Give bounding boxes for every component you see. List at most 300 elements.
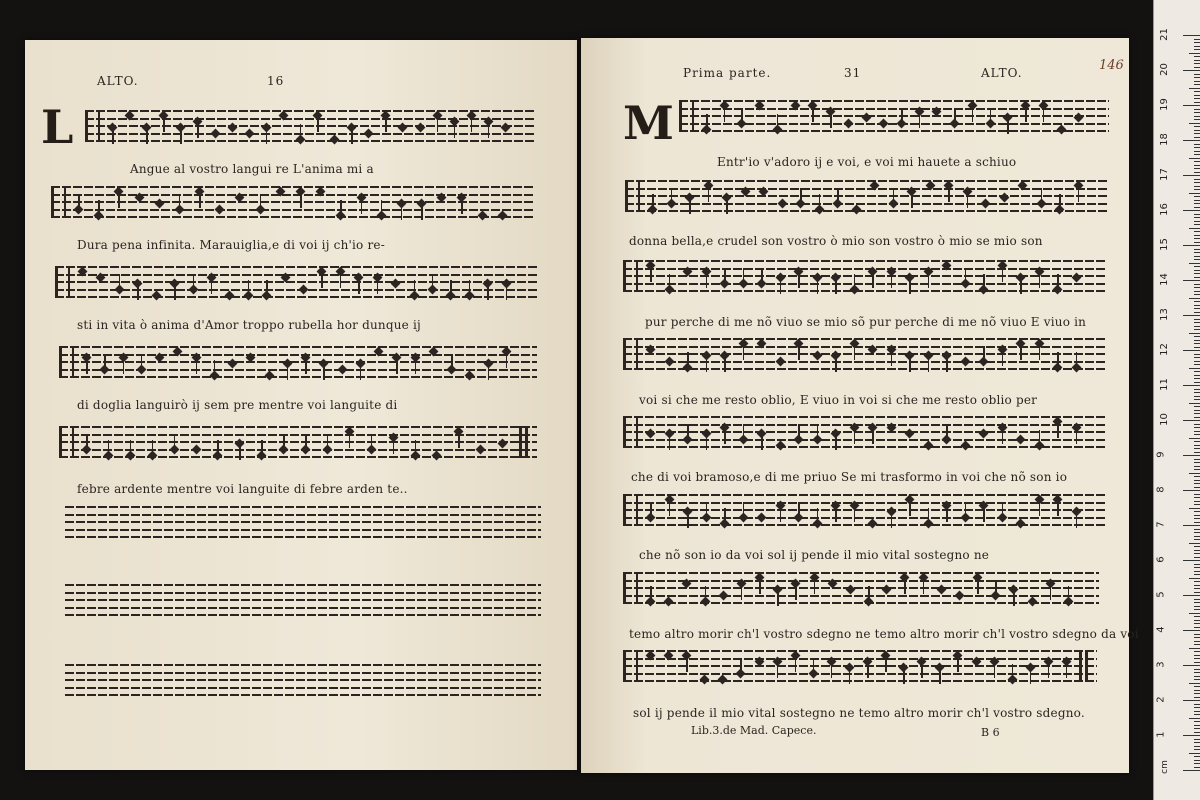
ruler-tick bbox=[1194, 746, 1200, 747]
note-stem bbox=[849, 668, 851, 684]
note-stem bbox=[86, 358, 88, 374]
music-staff bbox=[623, 572, 1099, 604]
clef-icon bbox=[623, 650, 638, 682]
staff-line bbox=[679, 130, 1109, 132]
ruler-tick bbox=[1189, 123, 1200, 124]
note-stem bbox=[921, 662, 923, 678]
lyric-line: febre ardente mentre voi languite di febre arden te.. bbox=[77, 482, 408, 496]
ruler-tick bbox=[1189, 53, 1200, 54]
music-staff bbox=[625, 180, 1109, 212]
staff-line bbox=[623, 494, 1107, 496]
note-stem bbox=[867, 662, 869, 678]
staff-line bbox=[623, 439, 1107, 441]
lyric-line: donna bella,e crudel son vostro ò mio son vostro ò mio se mio son bbox=[629, 234, 1043, 248]
note-head bbox=[757, 513, 767, 523]
clef-icon bbox=[55, 266, 70, 298]
note-stem bbox=[377, 278, 379, 294]
ruler-tick bbox=[1194, 186, 1200, 187]
note-stem bbox=[1048, 662, 1050, 678]
note-stem bbox=[798, 502, 800, 518]
note-stem bbox=[317, 116, 319, 132]
ruler-tick bbox=[1189, 403, 1200, 404]
note-stem bbox=[686, 656, 688, 672]
ruler-tick bbox=[1194, 207, 1200, 208]
ruler-tick bbox=[1194, 287, 1200, 288]
ruler-tick bbox=[1194, 732, 1200, 733]
ruler-tick bbox=[1194, 676, 1200, 677]
ruler-tick bbox=[1194, 501, 1200, 502]
note-stem bbox=[946, 356, 948, 372]
ruler-tick bbox=[1194, 550, 1200, 551]
note-head bbox=[210, 129, 220, 139]
music-staff bbox=[623, 260, 1107, 292]
staff-line bbox=[625, 180, 1109, 182]
note-stem bbox=[488, 122, 490, 138]
note-stem bbox=[740, 658, 742, 674]
note-head bbox=[225, 291, 235, 301]
music-staff bbox=[623, 416, 1107, 448]
note-stem bbox=[983, 274, 985, 290]
ruler-tick bbox=[1194, 357, 1200, 358]
staff-line bbox=[623, 572, 1099, 574]
note-stem bbox=[1030, 668, 1032, 684]
note-stem bbox=[669, 274, 671, 290]
note-stem bbox=[928, 508, 930, 524]
note-stem bbox=[995, 580, 997, 596]
ruler-tick bbox=[1194, 238, 1200, 239]
note-stem bbox=[197, 122, 199, 138]
note-stem bbox=[1043, 106, 1045, 122]
ruler-tick bbox=[1183, 105, 1200, 106]
note-stem bbox=[321, 272, 323, 288]
note-stem bbox=[1007, 118, 1009, 134]
note-stem bbox=[780, 506, 782, 522]
music-staff bbox=[85, 110, 535, 142]
note-stem bbox=[119, 274, 121, 290]
note-stem bbox=[928, 356, 930, 372]
ruler-tick bbox=[1194, 165, 1200, 166]
note-stem bbox=[1020, 344, 1022, 360]
clef-icon bbox=[623, 338, 638, 370]
ruler-tick bbox=[1194, 371, 1200, 372]
note-stem bbox=[1020, 278, 1022, 294]
note-stem bbox=[130, 440, 132, 456]
ruler-tick bbox=[1194, 599, 1200, 600]
ruler-tick bbox=[1194, 714, 1200, 715]
note-stem bbox=[868, 586, 870, 602]
note-stem bbox=[118, 192, 120, 208]
note-stem bbox=[946, 506, 948, 522]
note-stem bbox=[800, 188, 802, 204]
ruler-tick bbox=[1183, 735, 1200, 736]
staff-line bbox=[623, 283, 1107, 285]
note-stem bbox=[414, 280, 416, 296]
note-stem bbox=[1002, 428, 1004, 444]
staff-line bbox=[623, 346, 1107, 348]
note-stem bbox=[421, 204, 423, 220]
ruler-tick bbox=[1194, 634, 1200, 635]
ruler-tick bbox=[1194, 697, 1200, 698]
note-head bbox=[151, 291, 161, 301]
note-stem bbox=[260, 194, 262, 210]
note-stem bbox=[1076, 428, 1078, 444]
note-head bbox=[960, 357, 970, 367]
ruler-tick bbox=[1194, 179, 1200, 180]
note-stem bbox=[432, 274, 434, 290]
staff-line bbox=[51, 186, 535, 188]
note-stem bbox=[401, 204, 403, 220]
ruler-tick bbox=[1183, 315, 1200, 316]
note-stem bbox=[385, 116, 387, 132]
ruler-tick bbox=[1194, 728, 1200, 729]
note-stem bbox=[300, 192, 302, 208]
ruler-tick bbox=[1194, 623, 1200, 624]
ruler-tick bbox=[1194, 137, 1200, 138]
ruler-tick bbox=[1183, 770, 1200, 771]
ruler-tick bbox=[1194, 112, 1200, 113]
note-stem bbox=[965, 268, 967, 284]
ruler-tick bbox=[1194, 396, 1200, 397]
ruler-tick bbox=[1194, 154, 1200, 155]
lyric-line: temo altro morir ch'l vostro sdegno ne temo altro morir ch'l vostro sdegno da voi bbox=[629, 627, 1139, 641]
ruler-tick bbox=[1194, 305, 1200, 306]
ruler-tick bbox=[1189, 88, 1200, 89]
note-stem bbox=[1012, 664, 1014, 680]
note-stem bbox=[266, 128, 268, 144]
note-head bbox=[1016, 519, 1026, 529]
ruler-number: 5 bbox=[1155, 591, 1167, 598]
note-stem bbox=[919, 112, 921, 128]
note-stem bbox=[1039, 430, 1041, 446]
ruler-tick bbox=[1194, 60, 1200, 61]
ruler-tick bbox=[1194, 616, 1200, 617]
ruler-tick bbox=[1183, 700, 1200, 701]
lyric-line: Entr'io v'adoro ij e voi, e voi mi hauete a schiuo bbox=[717, 155, 1017, 169]
note-head bbox=[777, 199, 787, 209]
ruler-tick bbox=[1194, 655, 1200, 656]
left-header-part: ALTO. bbox=[97, 74, 139, 88]
clef-icon bbox=[623, 572, 638, 604]
note-stem bbox=[349, 432, 351, 448]
note-stem bbox=[835, 506, 837, 522]
ruler-tick bbox=[1183, 70, 1200, 71]
ruler-tick bbox=[1194, 606, 1200, 607]
music-staff bbox=[623, 338, 1107, 370]
ruler-tick bbox=[1189, 718, 1200, 719]
ruler-tick bbox=[1194, 431, 1200, 432]
clef-icon bbox=[623, 260, 638, 292]
ruler-tick bbox=[1194, 476, 1200, 477]
ruler-tick bbox=[1189, 158, 1200, 159]
measuring-ruler bbox=[1153, 0, 1200, 800]
note-stem bbox=[415, 358, 417, 374]
note-stem bbox=[814, 578, 816, 594]
ruler-tick bbox=[1194, 767, 1200, 768]
staff-line bbox=[85, 118, 535, 120]
note-stem bbox=[909, 500, 911, 516]
note-stem bbox=[893, 188, 895, 204]
ruler-tick bbox=[1194, 361, 1200, 362]
staff-line bbox=[59, 369, 537, 371]
note-stem bbox=[923, 578, 925, 594]
note-stem bbox=[1066, 662, 1068, 678]
lyric-line: che nõ son io da voi sol ij pende il mio vital sostegno ne bbox=[639, 548, 990, 562]
note-head bbox=[432, 451, 442, 461]
ruler-tick bbox=[1194, 585, 1200, 586]
ruler-tick bbox=[1183, 455, 1200, 456]
staff-line bbox=[55, 281, 537, 283]
ruler-tick bbox=[1194, 67, 1200, 68]
ruler-tick bbox=[1194, 725, 1200, 726]
ruler-tick bbox=[1194, 102, 1200, 103]
ruler-tick bbox=[1194, 98, 1200, 99]
ruler-tick bbox=[1194, 424, 1200, 425]
note-stem bbox=[1057, 422, 1059, 438]
note-stem bbox=[743, 268, 745, 284]
ruler-tick bbox=[1194, 270, 1200, 271]
note-stem bbox=[724, 508, 726, 524]
note-head bbox=[664, 357, 674, 367]
music-staff bbox=[623, 650, 1097, 682]
staff-line bbox=[65, 694, 541, 696]
ruler-tick bbox=[1189, 508, 1200, 509]
ruler-tick bbox=[1194, 620, 1200, 621]
note-stem bbox=[854, 428, 856, 444]
note-stem bbox=[743, 502, 745, 518]
note-stem bbox=[948, 186, 950, 202]
note-stem bbox=[928, 272, 930, 288]
ruler-tick bbox=[1194, 168, 1200, 169]
ruler-tick bbox=[1194, 172, 1200, 173]
note-head bbox=[923, 441, 933, 451]
ruler-tick bbox=[1194, 144, 1200, 145]
note-stem bbox=[724, 268, 726, 284]
note-head bbox=[851, 205, 861, 215]
note-stem bbox=[795, 584, 797, 600]
ruler-tick bbox=[1183, 630, 1200, 631]
note-stem bbox=[939, 668, 941, 684]
staff-line bbox=[623, 517, 1107, 519]
ruler-tick bbox=[1194, 81, 1200, 82]
music-staff bbox=[51, 186, 535, 218]
ruler-tick bbox=[1194, 448, 1200, 449]
ruler-tick bbox=[1189, 543, 1200, 544]
staff-line bbox=[65, 664, 541, 666]
ruler-tick bbox=[1194, 557, 1200, 558]
ruler-tick bbox=[1194, 466, 1200, 467]
ruler-tick bbox=[1194, 347, 1200, 348]
note-stem bbox=[724, 106, 726, 122]
note-stem bbox=[340, 272, 342, 288]
signature-mark: B 6 bbox=[981, 726, 1000, 739]
note-head bbox=[330, 135, 340, 145]
note-stem bbox=[761, 434, 763, 450]
staff-line bbox=[623, 424, 1107, 426]
ruler-number: 16 bbox=[1158, 203, 1170, 216]
staff-line bbox=[623, 587, 1099, 589]
note-head bbox=[1056, 125, 1066, 135]
ruler-number: 4 bbox=[1155, 626, 1167, 633]
note-stem bbox=[1076, 352, 1078, 368]
ruler-tick bbox=[1194, 277, 1200, 278]
staff-line bbox=[65, 536, 541, 538]
ruler-tick bbox=[1194, 641, 1200, 642]
note-stem bbox=[741, 108, 743, 124]
ruler-tick bbox=[1189, 473, 1200, 474]
ruler-tick bbox=[1194, 203, 1200, 204]
ruler-number: 9 bbox=[1155, 451, 1167, 458]
note-stem bbox=[743, 424, 745, 440]
note-stem bbox=[761, 268, 763, 284]
ruler-tick bbox=[1194, 445, 1200, 446]
note-head bbox=[1016, 435, 1026, 445]
note-stem bbox=[437, 116, 439, 132]
note-stem bbox=[885, 656, 887, 672]
footer-book-reference: Lib.3.de Mad. Capece. bbox=[691, 724, 817, 737]
ruler-number: 3 bbox=[1155, 661, 1167, 668]
note-head bbox=[664, 597, 674, 607]
ruler-tick bbox=[1194, 452, 1200, 453]
ruler-tick bbox=[1194, 406, 1200, 407]
note-stem bbox=[854, 506, 856, 522]
note-stem bbox=[471, 116, 473, 132]
note-stem bbox=[830, 112, 832, 128]
ruler-tick bbox=[1189, 578, 1200, 579]
ruler-tick bbox=[1194, 326, 1200, 327]
note-head bbox=[465, 371, 475, 381]
staff-line bbox=[55, 266, 537, 268]
note-stem bbox=[965, 502, 967, 518]
note-stem bbox=[706, 356, 708, 372]
ruler-tick bbox=[1194, 532, 1200, 533]
ruler-tick bbox=[1194, 644, 1200, 645]
ruler-tick bbox=[1194, 322, 1200, 323]
staff-line bbox=[65, 506, 541, 508]
staff-line bbox=[85, 110, 535, 112]
note-stem bbox=[358, 278, 360, 294]
note-stem bbox=[141, 354, 143, 370]
ruler-number: 17 bbox=[1158, 168, 1170, 181]
note-stem bbox=[211, 278, 213, 294]
lyric-line: sti in vita ò anima d'Amor troppo rubella hor dunque ij bbox=[77, 318, 421, 332]
staff-line bbox=[623, 658, 1097, 660]
note-stem bbox=[1078, 186, 1080, 202]
ruler-tick bbox=[1194, 189, 1200, 190]
clef-icon bbox=[625, 180, 640, 212]
ruler-tick bbox=[1194, 434, 1200, 435]
staff-line bbox=[623, 680, 1097, 682]
note-stem bbox=[1039, 344, 1041, 360]
staff-line bbox=[59, 346, 537, 348]
ruler-number: 19 bbox=[1158, 98, 1170, 111]
ruler-tick bbox=[1194, 480, 1200, 481]
ruler-tick bbox=[1194, 749, 1200, 750]
ruler-tick bbox=[1194, 637, 1200, 638]
staff-line bbox=[85, 133, 535, 135]
ruler-tick bbox=[1194, 497, 1200, 498]
ruler-tick bbox=[1194, 319, 1200, 320]
final-barline bbox=[1079, 650, 1082, 682]
ruler-tick bbox=[1194, 77, 1200, 78]
note-head bbox=[476, 445, 486, 455]
staff-line bbox=[59, 361, 537, 363]
ruler-tick bbox=[1194, 602, 1200, 603]
note-stem bbox=[248, 280, 250, 296]
ruler-number: 1 bbox=[1155, 731, 1167, 738]
note-stem bbox=[393, 438, 395, 454]
ruler-tick bbox=[1194, 529, 1200, 530]
lyric-line: Dura pena infinita. Marauiglia,e di voi ij ch'io re- bbox=[77, 238, 385, 252]
note-stem bbox=[1025, 106, 1027, 122]
note-stem bbox=[854, 344, 856, 360]
note-stem bbox=[214, 360, 216, 376]
ruler-tick bbox=[1194, 382, 1200, 383]
note-stem bbox=[287, 364, 289, 380]
ruler-tick bbox=[1194, 196, 1200, 197]
final-barline bbox=[519, 426, 522, 458]
note-stem bbox=[819, 194, 821, 210]
note-stem bbox=[1059, 194, 1061, 210]
staff-line bbox=[65, 672, 541, 674]
ruler-tick bbox=[1194, 672, 1200, 673]
note-stem bbox=[1057, 500, 1059, 516]
ruler-tick bbox=[1194, 301, 1200, 302]
ruler-tick bbox=[1194, 679, 1200, 680]
note-stem bbox=[777, 662, 779, 678]
note-head bbox=[954, 591, 964, 601]
final-barline bbox=[525, 426, 528, 458]
note-stem bbox=[777, 590, 779, 606]
ruler-tick bbox=[1189, 193, 1200, 194]
ruler-tick bbox=[1194, 84, 1200, 85]
ruler-number: 11 bbox=[1158, 378, 1170, 391]
ruler-tick bbox=[1183, 560, 1200, 561]
ruler-number: 7 bbox=[1155, 521, 1167, 528]
note-stem bbox=[669, 434, 671, 450]
note-head bbox=[879, 119, 889, 129]
ruler-tick bbox=[1194, 354, 1200, 355]
ruler-tick bbox=[1194, 662, 1200, 663]
note-stem bbox=[371, 434, 373, 450]
note-stem bbox=[706, 272, 708, 288]
ruler-tick bbox=[1194, 494, 1200, 495]
ruler-tick bbox=[1194, 553, 1200, 554]
ruler-tick bbox=[1194, 410, 1200, 411]
staff-line bbox=[623, 275, 1107, 277]
staff-line bbox=[625, 210, 1109, 212]
right-page-number: 31 bbox=[844, 66, 862, 80]
ruler-tick bbox=[1189, 368, 1200, 369]
ruler-tick bbox=[1194, 259, 1200, 260]
ruler-tick bbox=[1194, 291, 1200, 292]
note-stem bbox=[911, 192, 913, 208]
staff-line bbox=[55, 274, 537, 276]
note-head bbox=[960, 441, 970, 451]
music-staff bbox=[65, 584, 541, 616]
note-stem bbox=[469, 280, 471, 296]
note-stem bbox=[146, 128, 148, 144]
ruler-unit-label: cm bbox=[1159, 760, 1170, 774]
note-stem bbox=[759, 578, 761, 594]
ruler-tick bbox=[1194, 256, 1200, 257]
ruler-tick bbox=[1194, 487, 1200, 488]
ruler-tick bbox=[1189, 228, 1200, 229]
note-stem bbox=[327, 434, 329, 450]
staff-line bbox=[65, 584, 541, 586]
final-barline bbox=[1085, 650, 1088, 682]
ruler-tick bbox=[1194, 91, 1200, 92]
ruler-number: 10 bbox=[1158, 413, 1170, 426]
